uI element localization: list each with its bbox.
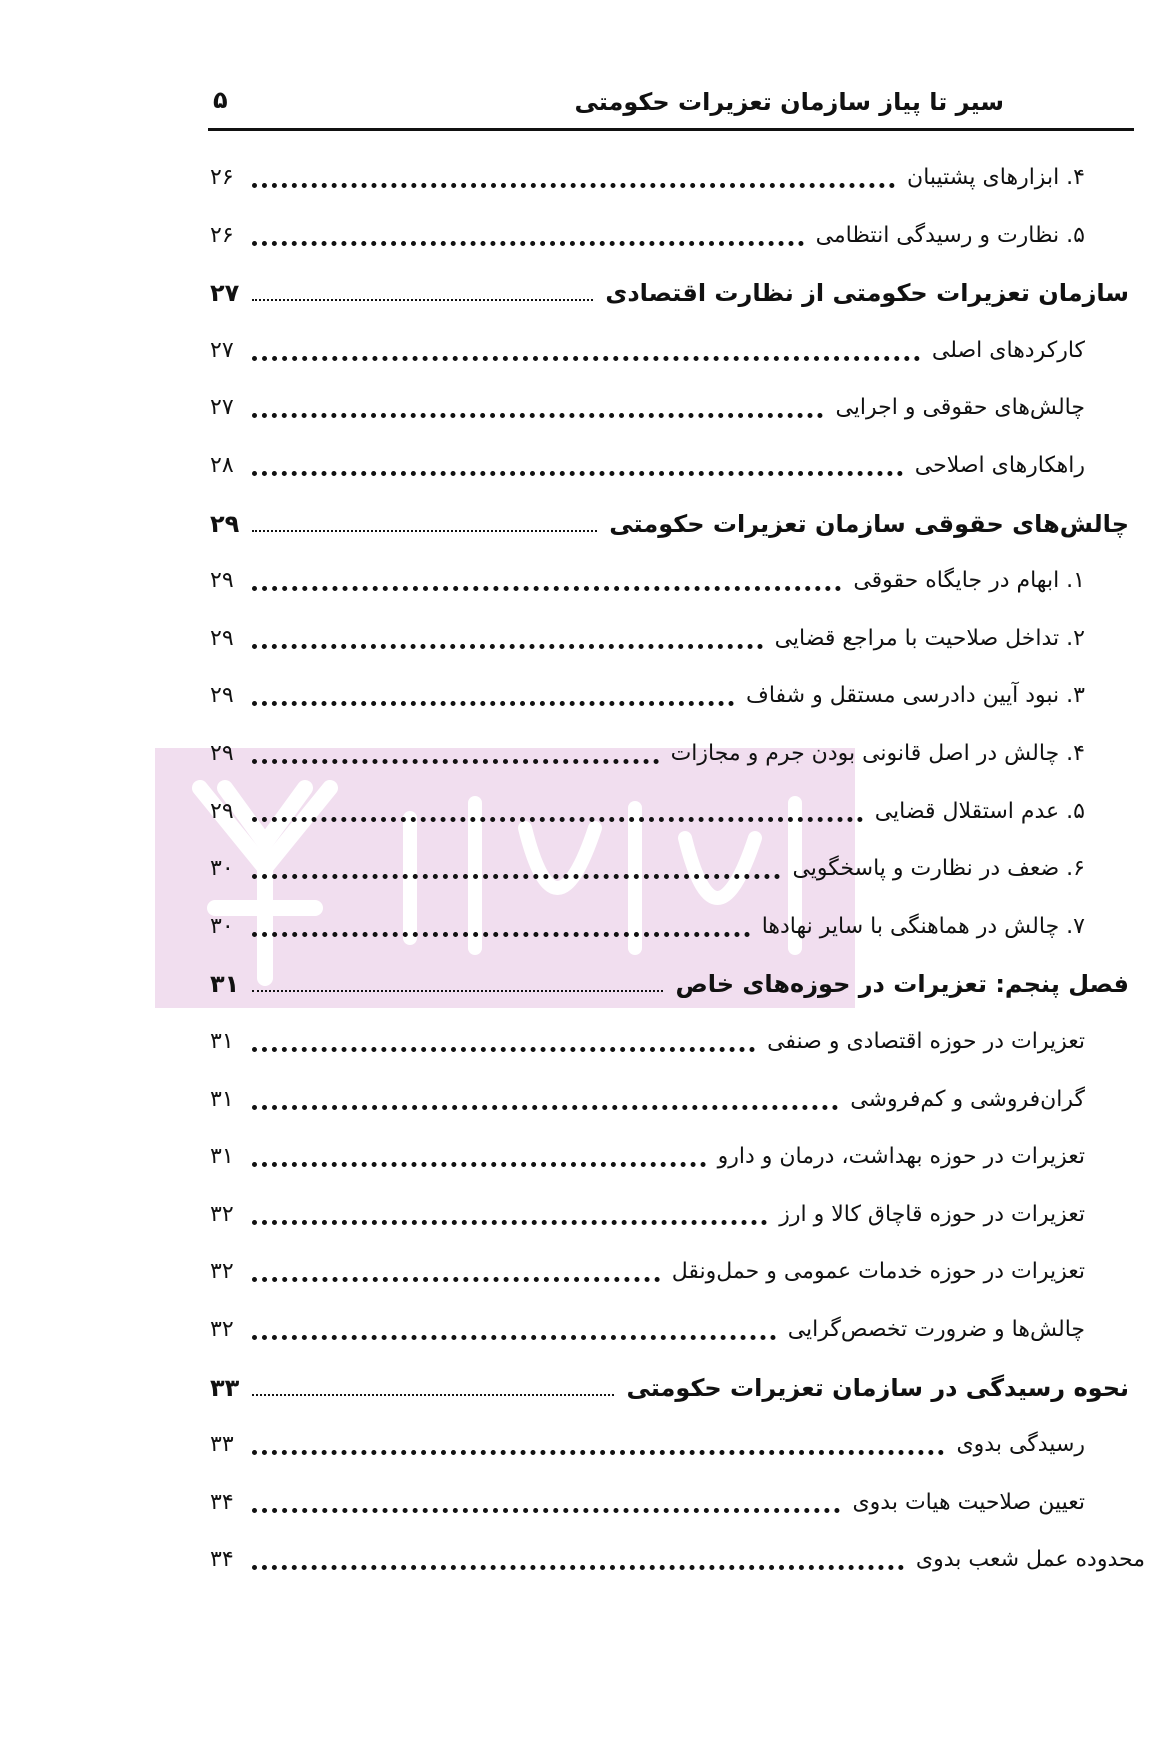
toc-entry-title: راهکارهای اصلاحی [914, 453, 1085, 478]
toc-entry-title: تعزیرات در حوزه قاچاق کالا و ارز [779, 1202, 1085, 1227]
dot-leader [252, 299, 593, 301]
toc-entry [200, 795, 1085, 829]
dot-leader [252, 1394, 614, 1396]
toc-entry-title: فصل پنجم: تعزیرات در حوزه‌های خاص [675, 970, 1129, 998]
toc-entry [200, 1140, 1085, 1174]
dot-leader [252, 356, 920, 361]
toc-entry-title: ۵. عدم استقلال قضایی [874, 799, 1085, 824]
toc-entry [200, 1313, 1085, 1347]
toc-entry-page: ۲۹ [210, 683, 234, 708]
toc-entry [200, 1083, 1085, 1117]
toc-entry-page: ۳۱ [210, 1087, 234, 1112]
dot-leader [252, 471, 903, 476]
toc-entry-title: گران‌فروشی و کم‌فروشی [850, 1087, 1085, 1112]
toc-entry-page: ۳۲ [210, 1259, 234, 1284]
dot-leader [252, 1277, 660, 1282]
dot-leader [252, 1220, 767, 1225]
toc-entry [200, 622, 1085, 656]
toc-entry-title: چالش‌های حقوقی و اجرایی [835, 395, 1085, 420]
toc-entry-title: ۷. چالش در هماهنگی با سایر نهادها [761, 914, 1085, 939]
toc-entry [200, 737, 1085, 771]
page-number: ۵ [213, 86, 228, 114]
toc-entry-title: تعزیرات در حوزه خدمات عمومی و حمل‌ونقل [671, 1259, 1085, 1284]
dot-leader [252, 1162, 706, 1167]
toc-entry [200, 449, 1085, 483]
dot-leader [252, 701, 734, 706]
toc-entry-page: ۲۹ [210, 510, 240, 538]
toc-entry [200, 564, 1085, 598]
toc-entry-page: ۳۱ [210, 970, 240, 998]
toc-entry [200, 1428, 1085, 1462]
dot-leader [252, 644, 763, 649]
toc-entry [200, 1255, 1085, 1289]
toc-entry [200, 219, 1085, 253]
dot-leader [252, 817, 863, 822]
dot-leader [252, 241, 804, 246]
toc-entry-page: ۳۲ [210, 1202, 234, 1227]
toc-entry-page: ۲۹ [210, 568, 234, 593]
toc-entry-page: ۳۲ [210, 1317, 234, 1342]
toc-entry-page: ۳۳ [210, 1432, 234, 1457]
toc-entry-page: ۳۳ [210, 1374, 240, 1402]
dot-leader [252, 1105, 838, 1110]
toc-entry-page: ۳۰ [210, 856, 234, 881]
toc-entry-title: تعزیرات در حوزه بهداشت، درمان و دارو [717, 1144, 1085, 1169]
toc-entry-page: ۲۹ [210, 626, 234, 651]
toc-entry-title: ۴. چالش در اصل قانونی بودن جرم و مجازات [670, 741, 1085, 766]
toc-entry-title: ۲. تداخل صلاحیت با مراجع قضایی [774, 626, 1085, 651]
dot-leader [252, 183, 895, 188]
toc-entry-page: ۳۴ [210, 1547, 234, 1572]
dot-leader [252, 586, 841, 591]
toc-entry-title: ۳. نبود آیین دادرسی مستقل و شفاف [746, 683, 1085, 708]
toc-entry-page: ۳۴ [210, 1490, 234, 1515]
toc-chapter-heading [200, 507, 1129, 541]
toc-entry-title: محدوده عمل شعب بدوی [915, 1547, 1145, 1572]
toc-entry-page: ۲۹ [210, 741, 234, 766]
toc-entry-page: ۲۹ [210, 799, 234, 824]
dot-leader [252, 1335, 776, 1340]
toc-entry [200, 1198, 1085, 1232]
toc-entry-title: ۴. ابزارهای پشتیبان [907, 165, 1085, 190]
toc-entry [200, 910, 1085, 944]
toc-entry [200, 1543, 1145, 1577]
toc-entry-title: کارکردهای اصلی [931, 338, 1085, 363]
toc-entry-title: تعیین صلاحیت هیات بدوی [852, 1490, 1085, 1515]
toc-entry [200, 852, 1085, 886]
toc-entry-page: ۲۷ [210, 395, 234, 420]
toc-chapter-heading [200, 967, 1129, 1001]
toc-entry-title: ۱. ابهام در جایگاه حقوقی [853, 568, 1085, 593]
toc-entry-page: ۲۷ [210, 279, 240, 307]
toc-entry [200, 1486, 1085, 1520]
toc-entry [200, 391, 1085, 425]
toc-entry [200, 334, 1085, 368]
dot-leader [252, 932, 750, 937]
dot-leader [252, 990, 663, 992]
toc-entry-title: سازمان تعزیرات حکومتی از نظارت اقتصادی [605, 279, 1129, 307]
dot-leader [252, 1450, 944, 1455]
toc-entry [200, 1025, 1085, 1059]
toc-chapter-heading [200, 1371, 1129, 1405]
toc-entry-page: ۲۸ [210, 453, 234, 478]
toc-entry-title: ۶. ضعف در نظارت و پاسخگویی [792, 856, 1085, 881]
toc-entry-page: ۲۷ [210, 338, 234, 363]
dot-leader [252, 530, 597, 532]
toc-entry [200, 679, 1085, 713]
toc-entry-title: نحوه رسیدگی در سازمان تعزیرات حکومتی [626, 1374, 1129, 1402]
toc-entry-title: رسیدگی بدوی [956, 1432, 1085, 1457]
toc-entry-page: ۳۱ [210, 1029, 234, 1054]
toc-entry-title: ۵. نظارت و رسیدگی انتظامی [815, 223, 1085, 248]
dot-leader [252, 874, 780, 879]
toc-entry [200, 161, 1085, 195]
toc-chapter-heading [200, 276, 1129, 310]
dot-leader [252, 759, 659, 764]
toc-entry-page: ۳۱ [210, 1144, 234, 1169]
dot-leader [252, 1565, 904, 1570]
toc-entry-page: ۳۰ [210, 914, 234, 939]
toc-entry-title: تعزیرات در حوزه اقتصادی و صنفی [767, 1029, 1085, 1054]
toc-entry-page: ۲۶ [210, 223, 234, 248]
dot-leader [252, 1047, 755, 1052]
toc-entry-title: چالش‌های حقوقی سازمان تعزیرات حکومتی [609, 510, 1129, 538]
dot-leader [252, 1508, 840, 1513]
dot-leader [252, 413, 823, 418]
toc-entry-page: ۲۶ [210, 165, 234, 190]
toc-entry-title: چالش‌ها و ضرورت تخصص‌گرایی [787, 1317, 1085, 1342]
running-header-title: سیر تا پیاز سازمان تعزیرات حکومتی [574, 88, 1004, 116]
